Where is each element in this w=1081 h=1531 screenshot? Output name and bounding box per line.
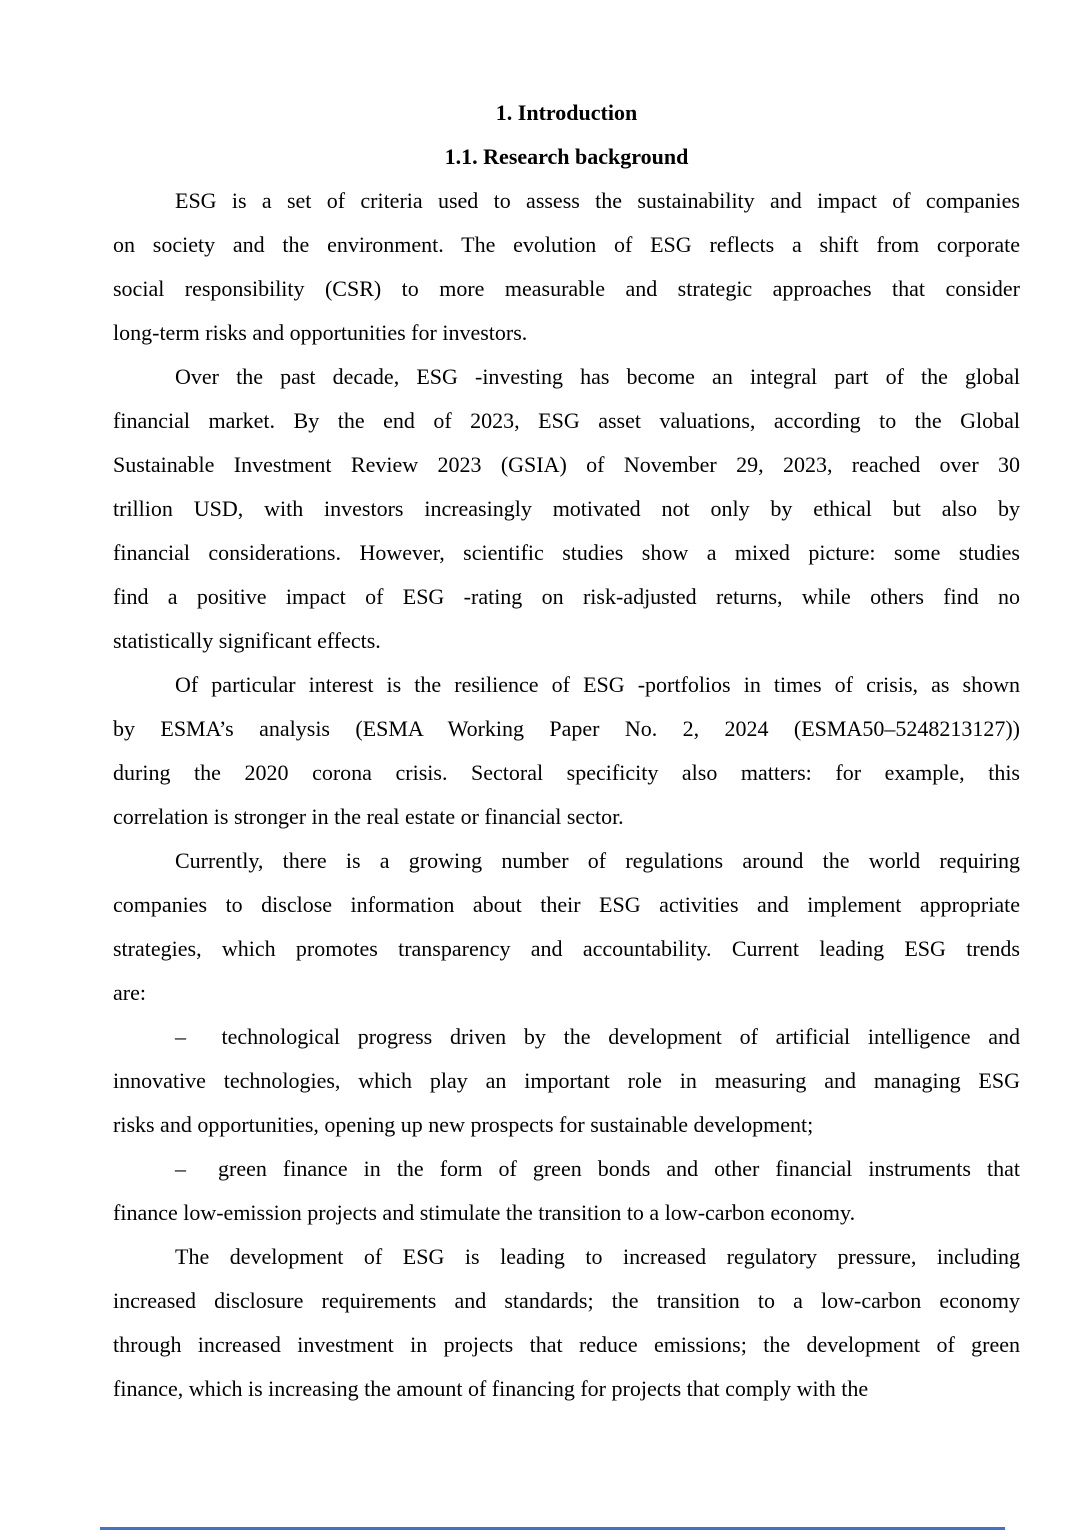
text-line: finance low-emission projects and stimulate the transition to a low-carbon economy. <box>113 1200 856 1225</box>
section-heading: 1. Introduction <box>495 100 638 125</box>
text-line: Currently, there is a growing number of regulations around the world requiring <box>175 848 1020 873</box>
text-line: innovative technologies, which play an important role in measuring and managing ESG <box>113 1068 1020 1093</box>
text-line: Of particular interest is the resilience of ESG -portfolios in times of crisis, as shown <box>175 672 1020 697</box>
text-line: Sustainable Investment Review 2023 (GSIA) of November 29, 2023, reached over 30 <box>113 452 1020 477</box>
text-line: ESG is a set of criteria used to assess the sustainability and impact of companies <box>175 188 1020 213</box>
text-line: are: <box>113 980 146 1005</box>
text-line: during the 2020 corona crisis. Sectoral specificity also matters: for example, this <box>113 760 1020 785</box>
text-line: finance, which is increasing the amount of financing for projects that comply with the <box>113 1376 869 1401</box>
text-line: – technological progress driven by the development of artificial intelligence and <box>175 1024 1020 1049</box>
text-line: Over the past decade, ESG -investing has become an integral part of the global <box>175 364 1020 389</box>
text-line: find a positive impact of ESG -rating on risk-adjusted returns, while others find no <box>113 584 1020 609</box>
bottom-accent-bar <box>100 1527 1005 1530</box>
text-line: financial market. By the end of 2023, ESG asset valuations, according to the Global <box>113 408 1020 433</box>
dash-list-item <box>113 1015 1020 1147</box>
text-line: The development of ESG is leading to increased regulatory pressure, including <box>175 1244 1020 1269</box>
text-line: strategies, which promotes transparency and accountability. Current leading ESG trends <box>113 936 1020 961</box>
paragraph <box>113 179 1020 355</box>
text-line: by ESMA’s analysis (ESMA Working Paper No. 2, 2024 (ESMA50–5248213127)) <box>113 716 1020 741</box>
paragraph <box>113 1235 1020 1411</box>
dash-list-item <box>113 1147 1020 1235</box>
text-line: statistically significant effects. <box>113 628 381 653</box>
paragraph <box>113 839 1020 1015</box>
paragraph <box>113 355 1020 663</box>
text-line: increased disclosure requirements and standards; the transition to a low-carbon economy <box>113 1288 1020 1313</box>
text-line: through increased investment in projects that reduce emissions; the development of green <box>113 1332 1020 1357</box>
text-line: companies to disclose information about their ESG activities and implement appropriate <box>113 892 1020 917</box>
subsection-heading: 1.1. Research background <box>444 144 689 169</box>
text-line: risks and opportunities, opening up new prospects for sustainable development; <box>113 1112 814 1137</box>
text-line: on society and the environment. The evolution of ESG reflects a shift from corporate <box>113 232 1020 257</box>
text-line: trillion USD, with investors increasingly motivated not only by ethical but also by <box>113 496 1020 521</box>
text-line: financial considerations. However, scientific studies show a mixed picture: some studies <box>113 540 1020 565</box>
paragraph <box>113 663 1020 839</box>
document-page <box>113 0 1020 1411</box>
text-line: social responsibility (CSR) to more measurable and strategic approaches that consider <box>113 276 1020 301</box>
text-line: long-term risks and opportunities for investors. <box>113 320 528 345</box>
text-line: – green finance in the form of green bonds and other financial instruments that <box>175 1156 1020 1181</box>
text-line: correlation is stronger in the real estate or financial sector. <box>113 804 624 829</box>
